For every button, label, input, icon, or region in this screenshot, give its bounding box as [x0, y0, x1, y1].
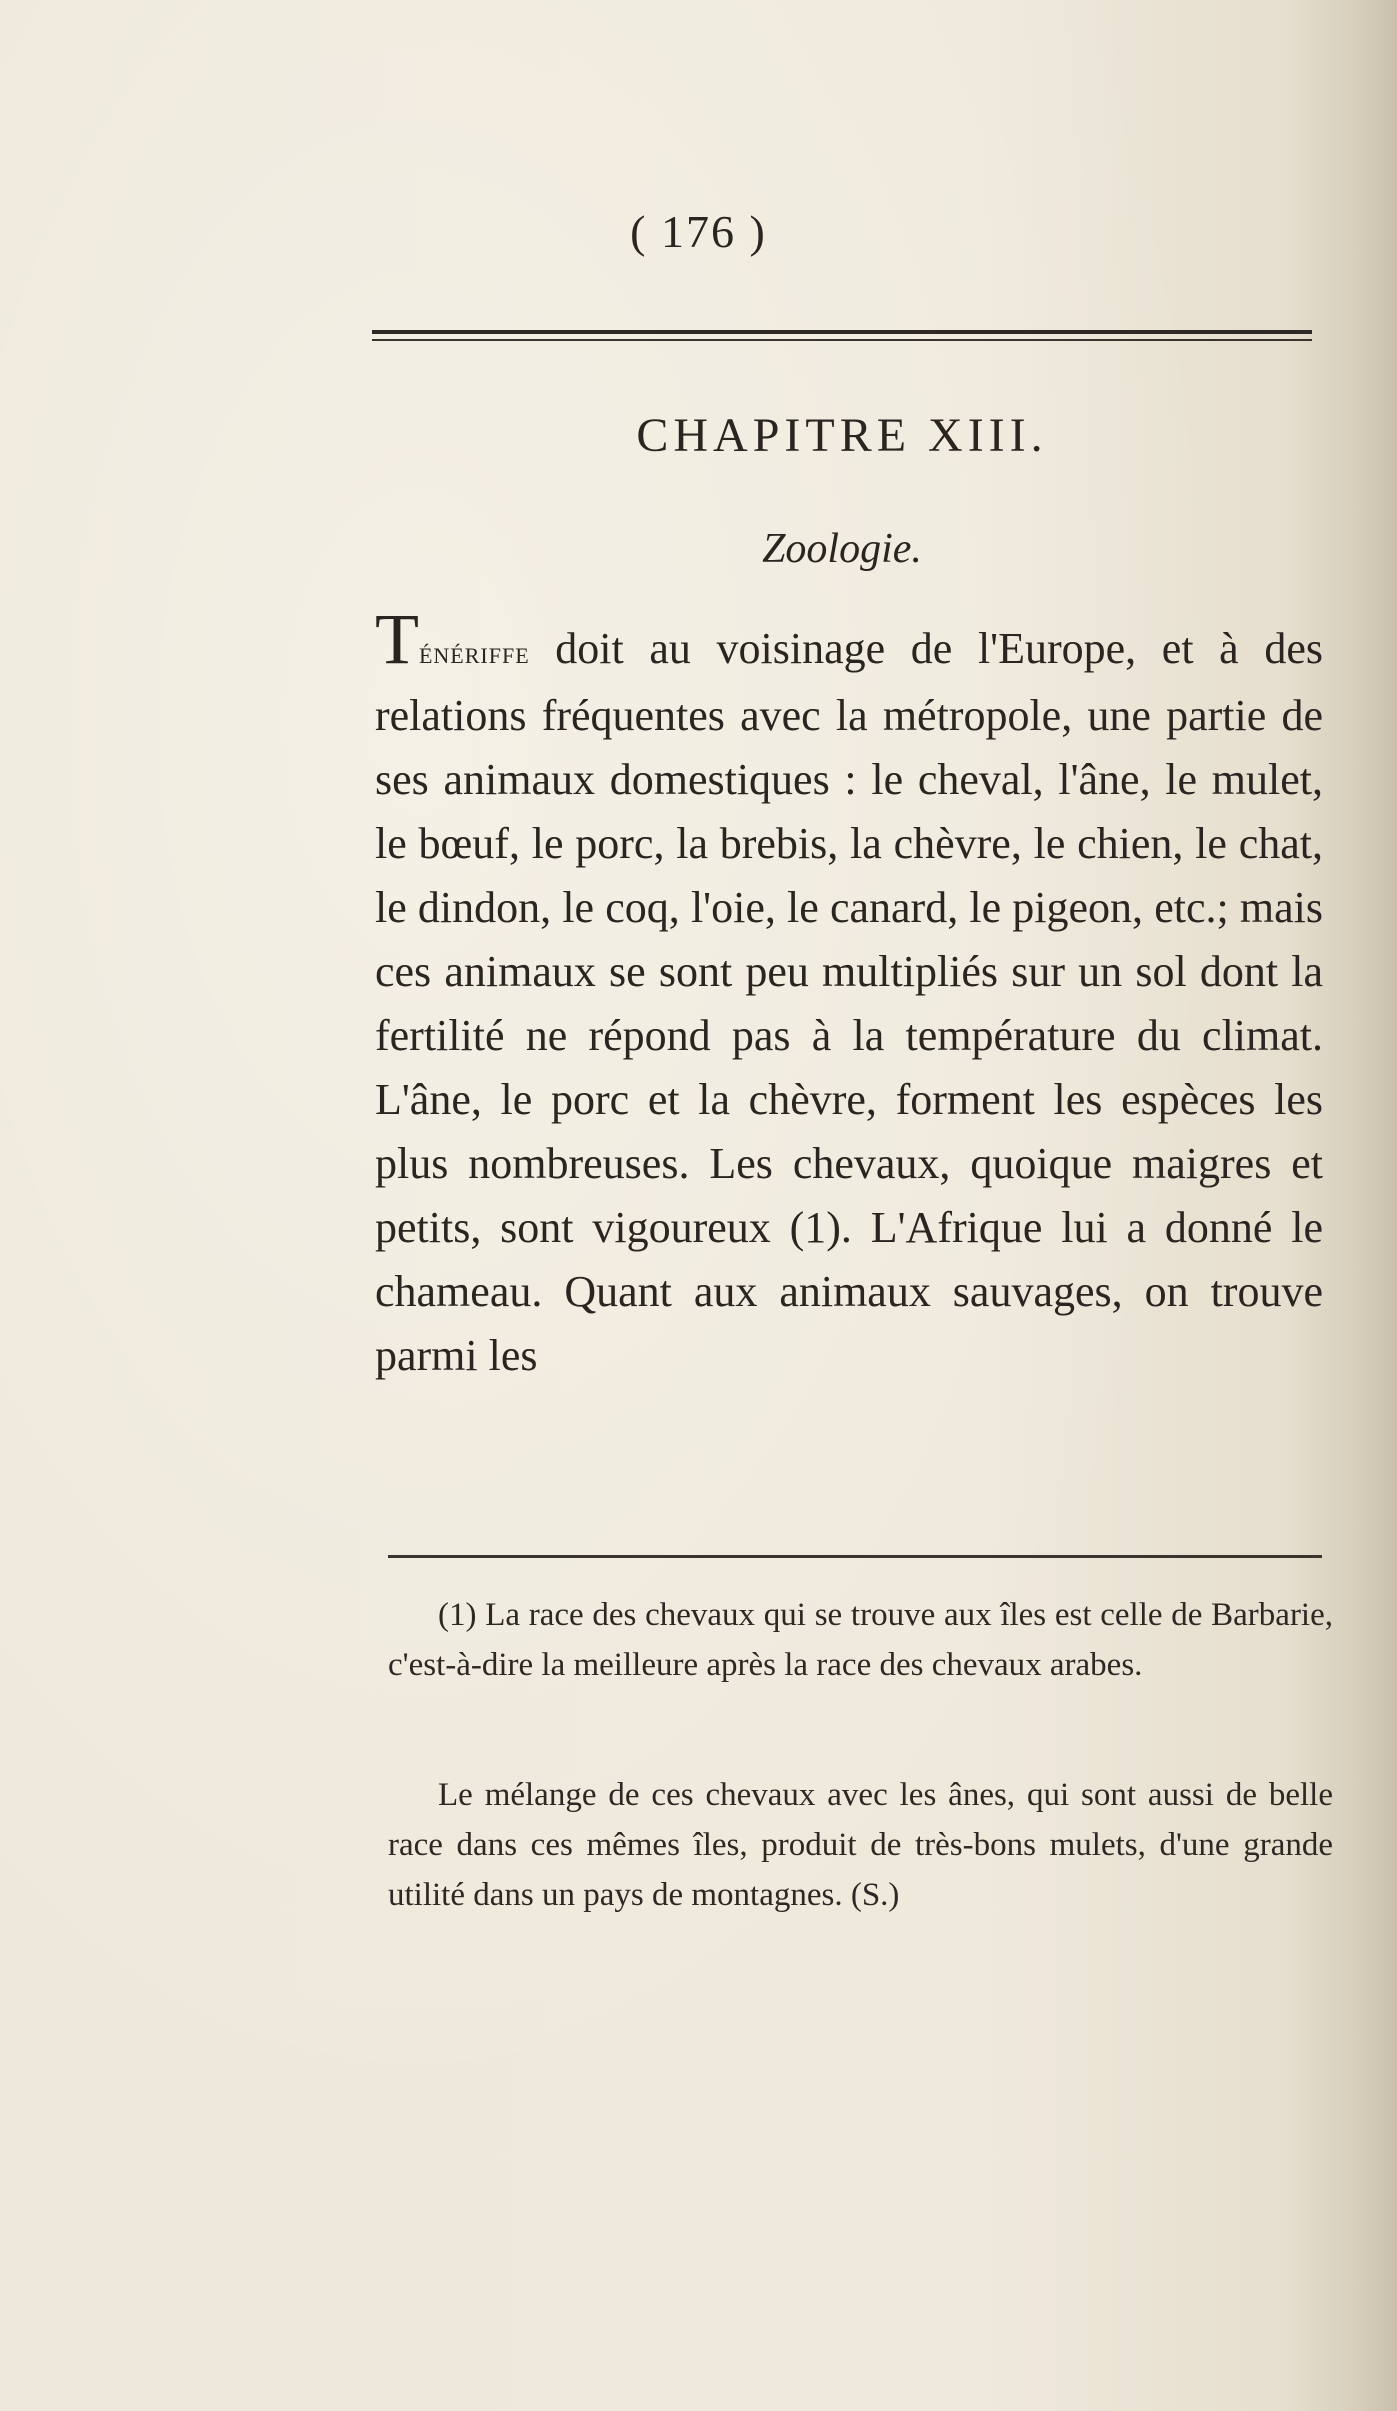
chapter-title: CHAPITRE XIII. — [636, 409, 1048, 462]
body-text: doit au voisinage de l'Europe, et à des relations fréquentes avec la métropole, une partie de ses animaux domestiques : le cheval, l'âne, le mulet, le bœuf, le porc, la brebis, la chèvre, le chien, le chat, le dindon, le coq, l'oie, le canard, le pigeon, etc.; mais ces animaux se sont peu multipliés sur un sol dont la fertilité ne répond pas à la température du climat. L'âne, le porc et la chèvre, forment les espèces les plus nombreuses. Les chevaux, quoique maigres et petits, sont vigoureux (1). L'Afrique lui a donné le chameau. Quant aux animaux sauvages, on trouve parmi les — [375, 624, 1323, 1380]
header-double-rule — [372, 330, 1312, 344]
footnote-2: Le mélange de ces chevaux avec les ânes, qui sont aussi de belle race dans ces mêmes îles, produit de très-bons mulets, d'une grande utilité dans un pays de montagnes. (S.) — [388, 1777, 1333, 1913]
header-rule-thick — [372, 330, 1312, 334]
footnote-rule — [388, 1555, 1322, 1558]
drop-cap: T — [375, 599, 419, 679]
footnote-1: (1) La race des chevaux qui se trouve aux îles est celle de Barbarie, c'est-à-dire la meilleure après la race des chevaux arabes. — [388, 1597, 1333, 1683]
lead-word: énériffe — [418, 634, 530, 670]
body-paragraph — [375, 599, 1323, 1388]
header-rule-thin — [372, 339, 1312, 341]
section-title: Zoologie. — [762, 526, 922, 572]
page-number: ( 176 ) — [630, 206, 767, 257]
